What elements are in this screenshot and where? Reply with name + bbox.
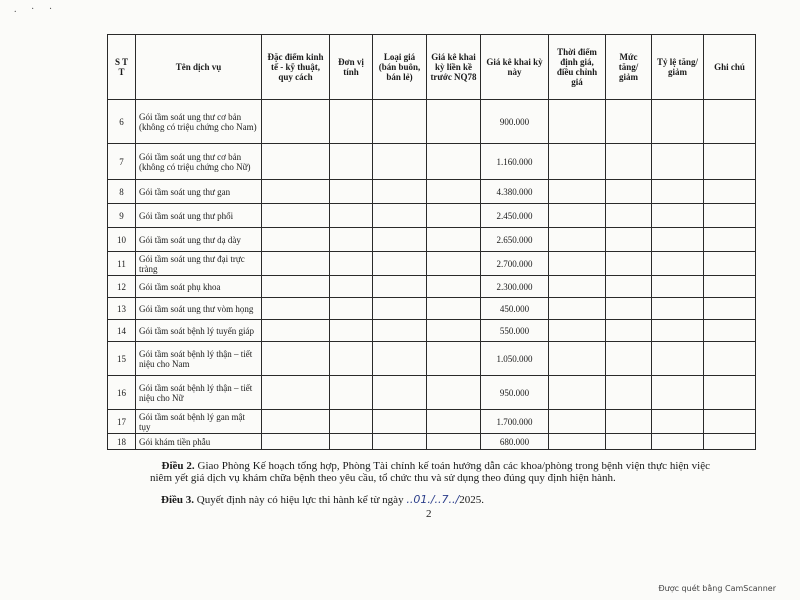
row-price-type bbox=[373, 410, 427, 434]
row-service-name: Gói tầm soát bệnh lý thận – tiết niệu cho Nữ bbox=[136, 376, 262, 410]
table-row bbox=[108, 100, 756, 144]
row-unit bbox=[330, 228, 373, 252]
header-note: Ghi chú bbox=[704, 35, 756, 100]
row-change bbox=[606, 320, 652, 342]
row-note bbox=[704, 320, 756, 342]
row-note bbox=[704, 276, 756, 298]
row-note bbox=[704, 298, 756, 320]
row-current-price: 950.000 bbox=[481, 376, 549, 410]
header-current-price: Giá kê khai kỳ này bbox=[481, 35, 549, 100]
header-unit: Đơn vị tính bbox=[330, 35, 373, 100]
header-price-type: Loại giá (bán buôn, bán lẻ) bbox=[373, 35, 427, 100]
row-note bbox=[704, 100, 756, 144]
row-stt: 11 bbox=[108, 252, 136, 276]
row-previous-price bbox=[427, 320, 481, 342]
header-previous-price: Giá kê khai kỳ liền kề trước NQ78 bbox=[427, 35, 481, 100]
row-service-name: Gói tầm soát bệnh lý gan mật tụy bbox=[136, 410, 262, 434]
row-unit bbox=[330, 100, 373, 144]
row-previous-price bbox=[427, 100, 481, 144]
row-ratio bbox=[652, 180, 704, 204]
row-current-price: 550.000 bbox=[481, 320, 549, 342]
row-note bbox=[704, 410, 756, 434]
row-change bbox=[606, 144, 652, 180]
row-service-name: Gói tầm soát bệnh lý tuyến giáp bbox=[136, 320, 262, 342]
row-unit bbox=[330, 410, 373, 434]
row-spec bbox=[262, 144, 330, 180]
clause-2 bbox=[150, 460, 710, 484]
row-service-name: Gói tầm soát ung thư vòm họng bbox=[136, 298, 262, 320]
row-spec bbox=[262, 100, 330, 144]
row-note bbox=[704, 252, 756, 276]
row-service-name: Gói tầm soát ung thư dạ dày bbox=[136, 228, 262, 252]
row-unit bbox=[330, 276, 373, 298]
table-header-row bbox=[108, 35, 756, 100]
row-change bbox=[606, 376, 652, 410]
row-ratio bbox=[652, 276, 704, 298]
row-previous-price bbox=[427, 298, 481, 320]
row-stt: 9 bbox=[108, 204, 136, 228]
row-ratio bbox=[652, 144, 704, 180]
table-row bbox=[108, 298, 756, 320]
table-row bbox=[108, 376, 756, 410]
table-row bbox=[108, 204, 756, 228]
row-previous-price bbox=[427, 434, 481, 450]
row-adjust-time bbox=[549, 298, 606, 320]
row-unit bbox=[330, 298, 373, 320]
row-stt: 6 bbox=[108, 100, 136, 144]
row-spec bbox=[262, 376, 330, 410]
row-note bbox=[704, 144, 756, 180]
row-service-name: Gói tầm soát ung thư đại trực tràng bbox=[136, 252, 262, 276]
row-adjust-time bbox=[549, 320, 606, 342]
row-stt: 8 bbox=[108, 180, 136, 204]
row-change bbox=[606, 228, 652, 252]
row-unit bbox=[330, 204, 373, 228]
row-adjust-time bbox=[549, 180, 606, 204]
row-previous-price bbox=[427, 276, 481, 298]
row-price-type bbox=[373, 180, 427, 204]
row-current-price: 2.450.000 bbox=[481, 204, 549, 228]
clause-3-year: 2025. bbox=[459, 494, 484, 506]
row-previous-price bbox=[427, 204, 481, 228]
row-spec bbox=[262, 180, 330, 204]
row-price-type bbox=[373, 342, 427, 376]
row-price-type bbox=[373, 320, 427, 342]
clause-3 bbox=[150, 494, 710, 506]
row-current-price: 900.000 bbox=[481, 100, 549, 144]
row-previous-price bbox=[427, 228, 481, 252]
row-current-price: 4.380.000 bbox=[481, 180, 549, 204]
row-ratio bbox=[652, 410, 704, 434]
row-spec bbox=[262, 204, 330, 228]
row-service-name: Gói tầm soát ung thư gan bbox=[136, 180, 262, 204]
scanner-watermark: Được quét bằng CamScanner bbox=[658, 584, 776, 593]
row-previous-price bbox=[427, 144, 481, 180]
row-change bbox=[606, 276, 652, 298]
row-adjust-time bbox=[549, 434, 606, 450]
row-price-type bbox=[373, 276, 427, 298]
row-current-price: 1.160.000 bbox=[481, 144, 549, 180]
table-row bbox=[108, 276, 756, 298]
price-table bbox=[107, 34, 756, 450]
row-previous-price bbox=[427, 342, 481, 376]
row-stt: 15 bbox=[108, 342, 136, 376]
row-change bbox=[606, 410, 652, 434]
row-stt: 13 bbox=[108, 298, 136, 320]
row-ratio bbox=[652, 434, 704, 450]
row-spec bbox=[262, 320, 330, 342]
row-service-name: Gói khám tiền phẫu bbox=[136, 434, 262, 450]
row-ratio bbox=[652, 298, 704, 320]
table-row bbox=[108, 180, 756, 204]
row-change bbox=[606, 204, 652, 228]
row-spec bbox=[262, 410, 330, 434]
header-stt: S T T bbox=[108, 35, 136, 100]
row-current-price: 1.700.000 bbox=[481, 410, 549, 434]
table-row bbox=[108, 434, 756, 450]
row-current-price: 2.650.000 bbox=[481, 228, 549, 252]
row-spec bbox=[262, 228, 330, 252]
row-unit bbox=[330, 180, 373, 204]
row-note bbox=[704, 228, 756, 252]
row-ratio bbox=[652, 204, 704, 228]
header-change: Mức tăng/ giảm bbox=[606, 35, 652, 100]
row-change bbox=[606, 434, 652, 450]
row-spec bbox=[262, 276, 330, 298]
row-unit bbox=[330, 434, 373, 450]
row-price-type bbox=[373, 434, 427, 450]
row-change bbox=[606, 100, 652, 144]
row-note bbox=[704, 204, 756, 228]
row-current-price: 2.700.000 bbox=[481, 252, 549, 276]
row-note bbox=[704, 376, 756, 410]
row-adjust-time bbox=[549, 100, 606, 144]
row-price-type bbox=[373, 298, 427, 320]
row-previous-price bbox=[427, 410, 481, 434]
row-ratio bbox=[652, 376, 704, 410]
row-adjust-time bbox=[549, 410, 606, 434]
row-current-price: 680.000 bbox=[481, 434, 549, 450]
table-row bbox=[108, 252, 756, 276]
handwritten-date: ..01./..7../ bbox=[406, 493, 460, 506]
row-price-type bbox=[373, 204, 427, 228]
row-stt: 18 bbox=[108, 434, 136, 450]
row-adjust-time bbox=[549, 376, 606, 410]
row-unit bbox=[330, 320, 373, 342]
table-row bbox=[108, 342, 756, 376]
row-stt: 16 bbox=[108, 376, 136, 410]
row-price-type bbox=[373, 376, 427, 410]
row-adjust-time bbox=[549, 252, 606, 276]
clause-2-label: Điều 2. bbox=[161, 460, 195, 472]
row-previous-price bbox=[427, 376, 481, 410]
header-spec: Đặc điểm kinh tế - kỹ thuật, quy cách bbox=[262, 35, 330, 100]
row-stt: 17 bbox=[108, 410, 136, 434]
row-unit bbox=[330, 376, 373, 410]
row-unit bbox=[330, 342, 373, 376]
row-previous-price bbox=[427, 180, 481, 204]
row-ratio bbox=[652, 252, 704, 276]
row-ratio bbox=[652, 228, 704, 252]
row-note bbox=[704, 180, 756, 204]
row-adjust-time bbox=[549, 144, 606, 180]
table-row bbox=[108, 320, 756, 342]
row-stt: 7 bbox=[108, 144, 136, 180]
row-current-price: 1.050.000 bbox=[481, 342, 549, 376]
row-ratio bbox=[652, 100, 704, 144]
row-adjust-time bbox=[549, 342, 606, 376]
row-price-type bbox=[373, 228, 427, 252]
row-price-type bbox=[373, 252, 427, 276]
header-service-name: Tên dịch vụ bbox=[136, 35, 262, 100]
row-adjust-time bbox=[549, 276, 606, 298]
row-service-name: Gói tầm soát phụ khoa bbox=[136, 276, 262, 298]
row-unit bbox=[330, 252, 373, 276]
header-adjust-time: Thời điểm định giá, điều chỉnh giá bbox=[549, 35, 606, 100]
row-change bbox=[606, 298, 652, 320]
row-note bbox=[704, 434, 756, 450]
row-current-price: 450.000 bbox=[481, 298, 549, 320]
row-service-name: Gói tầm soát ung thư phổi bbox=[136, 204, 262, 228]
row-previous-price bbox=[427, 252, 481, 276]
row-adjust-time bbox=[549, 228, 606, 252]
row-price-type bbox=[373, 144, 427, 180]
row-price-type bbox=[373, 100, 427, 144]
row-spec bbox=[262, 298, 330, 320]
row-ratio bbox=[652, 342, 704, 376]
row-service-name: Gói tầm soát ung thư cơ bản (không có triệu chứng cho Nam) bbox=[136, 100, 262, 144]
clause-3-text: Quyết định này có hiệu lực thi hành kể từ ngày bbox=[196, 494, 404, 506]
clause-3-label: Điều 3. bbox=[161, 494, 194, 506]
table-row bbox=[108, 410, 756, 434]
row-adjust-time bbox=[549, 204, 606, 228]
row-spec bbox=[262, 252, 330, 276]
row-stt: 14 bbox=[108, 320, 136, 342]
clause-2-text: Giao Phòng Kế hoạch tổng hợp, Phòng Tài chính kế toán hướng dẫn các khoa/phòng trong bệnh viện thực hiện việc niêm yết giá dịch vụ khám chữa bệnh theo yêu cầu, tổ chức thu và sử dụng theo đúng quy định hiện hành. bbox=[150, 460, 710, 484]
row-spec bbox=[262, 434, 330, 450]
row-unit bbox=[330, 144, 373, 180]
row-ratio bbox=[652, 320, 704, 342]
row-note bbox=[704, 342, 756, 376]
row-change bbox=[606, 180, 652, 204]
row-spec bbox=[262, 342, 330, 376]
corner-marks: . · · bbox=[14, 4, 59, 15]
header-ratio: Tỷ lệ tăng/ giảm bbox=[652, 35, 704, 100]
row-current-price: 2.300.000 bbox=[481, 276, 549, 298]
table-row bbox=[108, 144, 756, 180]
row-service-name: Gói tầm soát bệnh lý thận – tiết niệu cho Nam bbox=[136, 342, 262, 376]
row-stt: 12 bbox=[108, 276, 136, 298]
table-row bbox=[108, 228, 756, 252]
row-stt: 10 bbox=[108, 228, 136, 252]
page-number: 2 bbox=[426, 508, 432, 520]
row-change bbox=[606, 252, 652, 276]
row-change bbox=[606, 342, 652, 376]
row-service-name: Gói tầm soát ung thư cơ bản (không có triệu chứng cho Nữ) bbox=[136, 144, 262, 180]
